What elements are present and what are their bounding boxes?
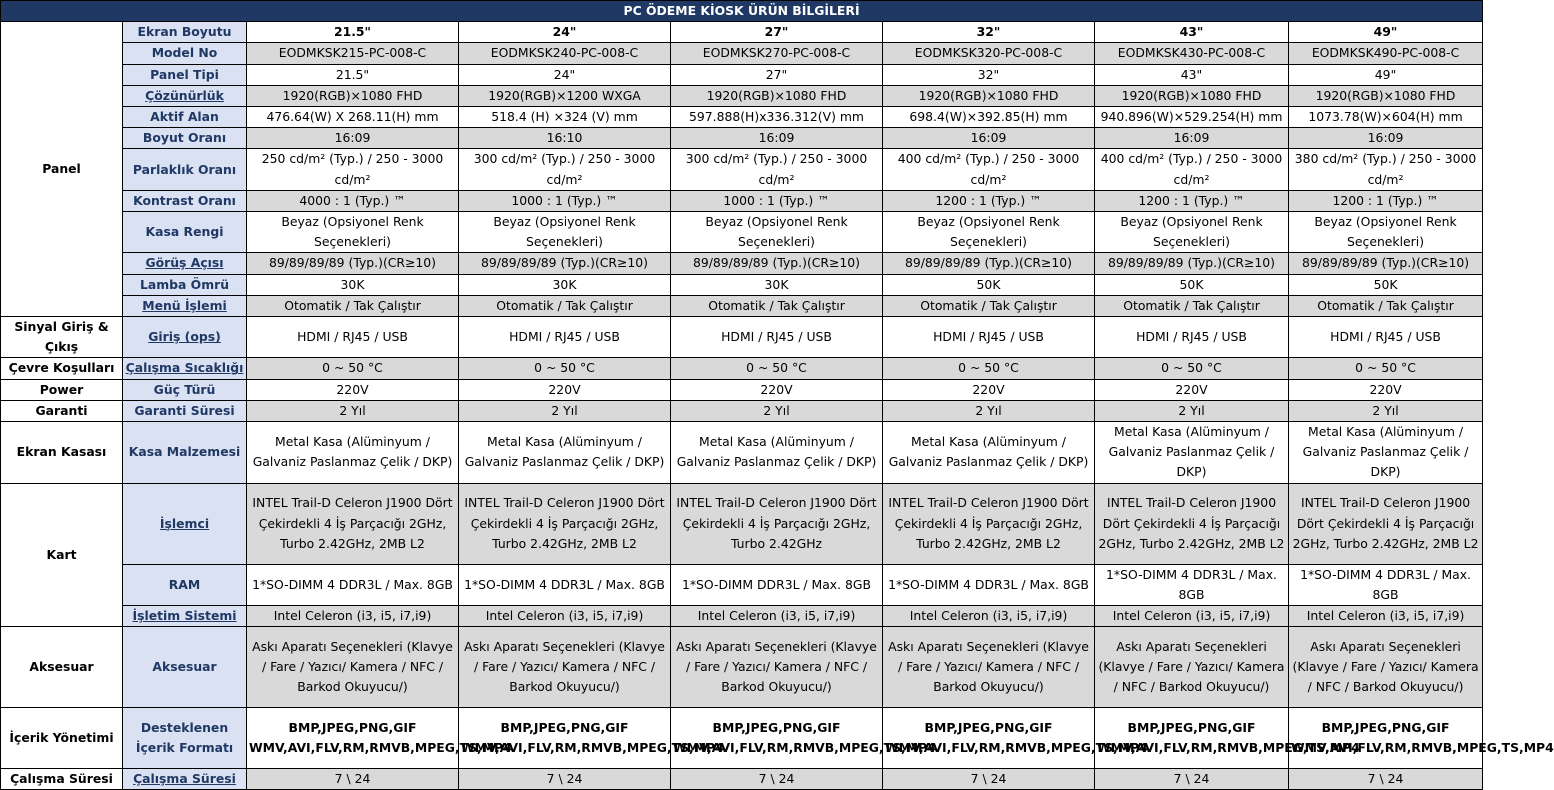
spec-cell: 27" — [671, 64, 883, 85]
spec-cell: 1200 : 1 (Typ.) ™ — [1095, 190, 1289, 211]
spec-cell: 940.896(W)×529.254(H) mm — [1095, 107, 1289, 128]
spec-cell: EODMKSK240-PC-008-C — [459, 43, 671, 64]
spec-cell: 0 ~ 50 °C — [1095, 358, 1289, 379]
spec-cell: 1*SO-DIMM DDR3L / Max. 8GB — [671, 564, 883, 605]
spec-cell: 89/89/89/89 (Typ.)(CR≥10) — [459, 253, 671, 274]
spec-cell: 0 ~ 50 °C — [247, 358, 459, 379]
size-header-cell: 43" — [1095, 22, 1289, 43]
spec-cell: 220V — [1095, 379, 1289, 400]
spec-cell: Beyaz (Opsiyonel Renk Seçenekleri) — [459, 212, 671, 253]
row-label: Desteklenen İçerik Formatı — [123, 708, 247, 769]
spec-cell: HDMI / RJ45 / USB — [247, 317, 459, 358]
table-row — [1, 358, 1483, 379]
table-row — [1, 422, 1483, 484]
table-row — [1, 274, 1483, 295]
row-label: Parlaklık Oranı — [123, 149, 247, 190]
spec-cell: 220V — [247, 379, 459, 400]
row-label: Panel Tipi — [123, 64, 247, 85]
spec-cell: 43" — [1095, 64, 1289, 85]
row-label: Giriş (ops) — [123, 317, 247, 358]
row-label: Çözünürlük — [123, 85, 247, 106]
table-row — [1, 400, 1483, 421]
group-label: Aksesuar — [1, 627, 123, 708]
spec-cell: Beyaz (Opsiyonel Renk Seçenekleri) — [1095, 212, 1289, 253]
spec-cell: EODMKSK215-PC-008-C — [247, 43, 459, 64]
spec-cell: Intel Celeron (i3, i5, i7,i9) — [1289, 606, 1483, 627]
spec-cell: 220V — [883, 379, 1095, 400]
spec-cell: 1*SO-DIMM 4 DDR3L / Max. 8GB — [247, 564, 459, 605]
spec-cell: 50K — [1289, 274, 1483, 295]
spec-cell: Beyaz (Opsiyonel Renk Seçenekleri) — [247, 212, 459, 253]
size-header-cell: 32" — [883, 22, 1095, 43]
group-label: Kart — [1, 483, 123, 627]
spec-cell: Metal Kasa (Alüminyum / Galvaniz Paslanmaz Çelik / DKP) — [1289, 422, 1483, 484]
spec-cell: 49" — [1289, 64, 1483, 85]
spec-cell: 0 ~ 50 °C — [671, 358, 883, 379]
spec-cell: Metal Kasa (Alüminyum / Galvaniz Paslanmaz Çelik / DKP) — [671, 422, 883, 484]
spec-cell: Askı Aparatı Seçenekleri (Klavye / Fare / Yazıcı/ Kamera / NFC / Barkod Okuyucu/) — [459, 627, 671, 708]
row-label: RAM — [123, 564, 247, 605]
spec-cell: 24" — [459, 64, 671, 85]
row-label: Aktif Alan — [123, 107, 247, 128]
spec-cell: 380 cd/m² (Typ.) / 250 - 3000 cd/m² — [1289, 149, 1483, 190]
table-row — [1, 564, 1483, 605]
spec-cell: 7 \ 24 — [1095, 769, 1289, 790]
spec-cell: 300 cd/m² (Typ.) / 250 - 3000 cd/m² — [459, 149, 671, 190]
title-row — [1, 1, 1483, 22]
row-label: Ekran Boyutu — [123, 22, 247, 43]
group-label: Çevre Koşulları — [1, 358, 123, 379]
spec-cell: Otomatik / Tak Çalıştır — [247, 295, 459, 316]
group-label: Power — [1, 379, 123, 400]
spec-cell: BMP,JPEG,PNG,GIF WMV,AVI,FLV,RM,RMVB,MPEG,TS,MP4 — [459, 708, 671, 769]
spec-cell: 300 cd/m² (Typ.) / 250 - 3000 cd/m² — [671, 149, 883, 190]
spec-cell: INTEL Trail-D Celeron J1900 Dört Çekirdekli 4 İş Parçacığı 2GHz, Turbo 2.42GHz, 2MB L2 — [1095, 483, 1289, 564]
row-label: Çalışma Sıcaklığı — [123, 358, 247, 379]
group-label: Sinyal Giriş & Çıkış — [1, 317, 123, 358]
spec-cell: INTEL Trail-D Celeron J1900 Dört Çekirdekli 4 İş Parçacığı 2GHz, Turbo 2.42GHz, 2MB L2 — [1289, 483, 1483, 564]
spec-cell: EODMKSK270-PC-008-C — [671, 43, 883, 64]
spec-cell: 1920(RGB)×1080 FHD — [1289, 85, 1483, 106]
spec-cell: 1920(RGB)×1200 WXGA — [459, 85, 671, 106]
row-label: Kasa Rengi — [123, 212, 247, 253]
spec-cell: BMP,JPEG,PNG,GIF WMV,AVI,FLV,RM,RMVB,MPEG,TS,MP4 — [883, 708, 1095, 769]
spec-cell: Metal Kasa (Alüminyum / Galvaniz Paslanmaz Çelik / DKP) — [883, 422, 1095, 484]
spec-cell: Beyaz (Opsiyonel Renk Seçenekleri) — [1289, 212, 1483, 253]
spec-cell: 1920(RGB)×1080 FHD — [883, 85, 1095, 106]
table-row — [1, 606, 1483, 627]
size-header-cell: 49" — [1289, 22, 1483, 43]
spec-cell: 698.4(W)×392.85(H) mm — [883, 107, 1095, 128]
spec-cell: 16:09 — [1289, 128, 1483, 149]
spec-cell: Intel Celeron (i3, i5, i7,i9) — [459, 606, 671, 627]
spec-cell: Beyaz (Opsiyonel Renk Seçenekleri) — [883, 212, 1095, 253]
row-label: Lamba Ömrü — [123, 274, 247, 295]
spec-cell: Intel Celeron (i3, i5, i7,i9) — [883, 606, 1095, 627]
spec-cell: 220V — [671, 379, 883, 400]
spec-cell: 21.5" — [247, 64, 459, 85]
spec-cell: 2 Yıl — [1095, 400, 1289, 421]
spec-cell: INTEL Trail-D Celeron J1900 Dört Çekirdekli 4 İş Parçacığı 2GHz, Turbo 2.42GHz, 2MB L2 — [459, 483, 671, 564]
spec-cell: 4000 : 1 (Typ.) ™ — [247, 190, 459, 211]
spec-cell: 1200 : 1 (Typ.) ™ — [1289, 190, 1483, 211]
spec-cell: BMP,JPEG,PNG,GIF WMV,AVI,FLV,RM,RMVB,MPEG,TS,MP4 — [247, 708, 459, 769]
row-label: Menü İşlemi — [123, 295, 247, 316]
spec-cell: BMP,JPEG,PNG,GIF WMV,AVI,FLV,RM,RMVB,MPEG,TS,MP4 — [1289, 708, 1483, 769]
size-header-cell: 24" — [459, 22, 671, 43]
spec-cell: Metal Kasa (Alüminyum / Galvaniz Paslanmaz Çelik / DKP) — [247, 422, 459, 484]
table-row — [1, 190, 1483, 211]
spec-cell: 32" — [883, 64, 1095, 85]
table-row — [1, 64, 1483, 85]
spec-cell: 250 cd/m² (Typ.) / 250 - 3000 cd/m² — [247, 149, 459, 190]
spec-cell: Metal Kasa (Alüminyum / Galvaniz Paslanmaz Çelik / DKP) — [1095, 422, 1289, 484]
row-label: Aksesuar — [123, 627, 247, 708]
spec-cell: 1*SO-DIMM 4 DDR3L / Max. 8GB — [1289, 564, 1483, 605]
row-label: Model No — [123, 43, 247, 64]
spec-cell: 2 Yıl — [247, 400, 459, 421]
spec-cell: HDMI / RJ45 / USB — [671, 317, 883, 358]
group-label: İçerik Yönetimi — [1, 708, 123, 769]
spec-cell: HDMI / RJ45 / USB — [1289, 317, 1483, 358]
spec-cell: 30K — [459, 274, 671, 295]
spec-cell: Otomatik / Tak Çalıştır — [1095, 295, 1289, 316]
row-label: Garanti Süresi — [123, 400, 247, 421]
table-row — [1, 379, 1483, 400]
spec-cell: 50K — [883, 274, 1095, 295]
table-row — [1, 317, 1483, 358]
spec-cell: 30K — [671, 274, 883, 295]
group-label: Garanti — [1, 400, 123, 421]
spec-cell: Askı Aparatı Seçenekleri (Klavye / Fare / Yazıcı/ Kamera / NFC / Barkod Okuyucu/) — [247, 627, 459, 708]
group-label: Ekran Kasası — [1, 422, 123, 484]
table-row — [1, 295, 1483, 316]
row-label: İşlemci — [123, 483, 247, 564]
spec-cell: 7 \ 24 — [1289, 769, 1483, 790]
spec-cell: 7 \ 24 — [671, 769, 883, 790]
spec-cell: 16:09 — [1095, 128, 1289, 149]
spec-cell: 50K — [1095, 274, 1289, 295]
table-row — [1, 43, 1483, 64]
table-row — [1, 708, 1483, 769]
spec-cell: INTEL Trail-D Celeron J1900 Dört Çekirdekli 4 İş Parçacığı 2GHz, Turbo 2.42GHz, 2MB L2 — [247, 483, 459, 564]
spec-cell: INTEL Trail-D Celeron J1900 Dört Çekirdekli 4 İş Parçacığı 2GHz, Turbo 2.42GHz, 2MB L2 — [883, 483, 1095, 564]
spec-cell: HDMI / RJ45 / USB — [1095, 317, 1289, 358]
spec-cell: 597.888(H)x336.312(V) mm — [671, 107, 883, 128]
size-header-cell: 21.5" — [247, 22, 459, 43]
spec-cell: 400 cd/m² (Typ.) / 250 - 3000 cd/m² — [1095, 149, 1289, 190]
spec-cell: Beyaz (Opsiyonel Renk Seçenekleri) — [671, 212, 883, 253]
group-label: Çalışma Süresi — [1, 769, 123, 790]
spec-cell: 16:09 — [247, 128, 459, 149]
spec-cell: 7 \ 24 — [883, 769, 1095, 790]
spec-cell: 1000 : 1 (Typ.) ™ — [671, 190, 883, 211]
spec-cell: 7 \ 24 — [459, 769, 671, 790]
spec-cell: 89/89/89/89 (Typ.)(CR≥10) — [1289, 253, 1483, 274]
table-row — [1, 107, 1483, 128]
spec-cell: EODMKSK430-PC-008-C — [1095, 43, 1289, 64]
table-row — [1, 769, 1483, 790]
spec-cell: 518.4 (H) ×324 (V) mm — [459, 107, 671, 128]
spec-cell: Askı Aparatı Seçenekleri (Klavye / Fare / Yazıcı/ Kamera / NFC / Barkod Okuyucu/) — [1095, 627, 1289, 708]
spec-cell: INTEL Trail-D Celeron J1900 Dört Çekirdekli 4 İş Parçacığı 2GHz, Turbo 2.42GHz — [671, 483, 883, 564]
spec-cell: Askı Aparatı Seçenekleri (Klavye / Fare / Yazıcı/ Kamera / NFC / Barkod Okuyucu/) — [1289, 627, 1483, 708]
spec-cell: 2 Yıl — [883, 400, 1095, 421]
spec-cell: 1*SO-DIMM 4 DDR3L / Max. 8GB — [883, 564, 1095, 605]
spec-cell: HDMI / RJ45 / USB — [883, 317, 1095, 358]
spec-cell: 1073.78(W)×604(H) mm — [1289, 107, 1483, 128]
spec-cell: 0 ~ 50 °C — [1289, 358, 1483, 379]
table-row — [1, 128, 1483, 149]
spec-cell: Otomatik / Tak Çalıştır — [671, 295, 883, 316]
spec-cell: 1*SO-DIMM 4 DDR3L / Max. 8GB — [1095, 564, 1289, 605]
row-label: Kontrast Oranı — [123, 190, 247, 211]
row-label: İşletim Sistemi — [123, 606, 247, 627]
spec-cell: 16:10 — [459, 128, 671, 149]
spec-cell: 476.64(W) X 268.11(H) mm — [247, 107, 459, 128]
table-row — [1, 85, 1483, 106]
spec-cell: Intel Celeron (i3, i5, i7,i9) — [671, 606, 883, 627]
spec-cell: 0 ~ 50 °C — [459, 358, 671, 379]
spec-cell: EODMKSK490-PC-008-C — [1289, 43, 1483, 64]
spec-cell: 2 Yıl — [671, 400, 883, 421]
spec-cell: 220V — [1289, 379, 1483, 400]
spec-cell: 400 cd/m² (Typ.) / 250 - 3000 cd/m² — [883, 149, 1095, 190]
group-panel: Panel — [1, 22, 123, 317]
spec-cell: Metal Kasa (Alüminyum / Galvaniz Paslanmaz Çelik / DKP) — [459, 422, 671, 484]
spec-cell: 89/89/89/89 (Typ.)(CR≥10) — [247, 253, 459, 274]
spec-cell: Intel Celeron (i3, i5, i7,i9) — [1095, 606, 1289, 627]
spec-cell: 16:09 — [671, 128, 883, 149]
spec-cell: 1920(RGB)×1080 FHD — [247, 85, 459, 106]
spec-cell: 1920(RGB)×1080 FHD — [671, 85, 883, 106]
spec-cell: EODMKSK320-PC-008-C — [883, 43, 1095, 64]
spec-cell: Otomatik / Tak Çalıştır — [883, 295, 1095, 316]
spec-cell: Askı Aparatı Seçenekleri (Klavye / Fare / Yazıcı/ Kamera / NFC / Barkod Okuyucu/) — [883, 627, 1095, 708]
spec-cell: 0 ~ 50 °C — [883, 358, 1095, 379]
spec-cell: 89/89/89/89 (Typ.)(CR≥10) — [1095, 253, 1289, 274]
spec-cell: 2 Yıl — [459, 400, 671, 421]
spec-cell: 2 Yıl — [1289, 400, 1483, 421]
table-row — [1, 253, 1483, 274]
spec-cell: 7 \ 24 — [247, 769, 459, 790]
spec-cell: 30K — [247, 274, 459, 295]
spec-cell: 1920(RGB)×1080 FHD — [1095, 85, 1289, 106]
row-label: Kasa Malzemesi — [123, 422, 247, 484]
size-header-row — [1, 22, 1483, 43]
spec-cell: BMP,JPEG,PNG,GIF WMV,AVI,FLV,RM,RMVB,MPEG,TS,MP4 — [671, 708, 883, 769]
spec-cell: 1000 : 1 (Typ.) ™ — [459, 190, 671, 211]
spec-cell: 220V — [459, 379, 671, 400]
spec-cell: Otomatik / Tak Çalıştır — [459, 295, 671, 316]
spec-cell: 1200 : 1 (Typ.) ™ — [883, 190, 1095, 211]
size-header-cell: 27" — [671, 22, 883, 43]
spec-cell: BMP,JPEG,PNG,GIF WMV,AVI,FLV,RM,RMVB,MPEG,TS,MP4 — [1095, 708, 1289, 769]
spec-cell: 89/89/89/89 (Typ.)(CR≥10) — [671, 253, 883, 274]
table-title: PC ÖDEME KİOSK ÜRÜN BİLGİLERİ — [1, 1, 1483, 22]
table-row — [1, 627, 1483, 708]
spec-cell: 1*SO-DIMM 4 DDR3L / Max. 8GB — [459, 564, 671, 605]
spec-cell: Otomatik / Tak Çalıştır — [1289, 295, 1483, 316]
spec-cell: HDMI / RJ45 / USB — [459, 317, 671, 358]
table-row — [1, 149, 1483, 190]
row-label: Çalışma Süresi — [123, 769, 247, 790]
spec-cell: 16:09 — [883, 128, 1095, 149]
spec-cell: Intel Celeron (i3, i5, i7,i9) — [247, 606, 459, 627]
spec-cell: Askı Aparatı Seçenekleri (Klavye / Fare / Yazıcı/ Kamera / NFC / Barkod Okuyucu/) — [671, 627, 883, 708]
row-label: Görüş Açısı — [123, 253, 247, 274]
row-label: Güç Türü — [123, 379, 247, 400]
table-row — [1, 212, 1483, 253]
table-row — [1, 483, 1483, 564]
row-label: Boyut Oranı — [123, 128, 247, 149]
spec-cell: 89/89/89/89 (Typ.)(CR≥10) — [883, 253, 1095, 274]
